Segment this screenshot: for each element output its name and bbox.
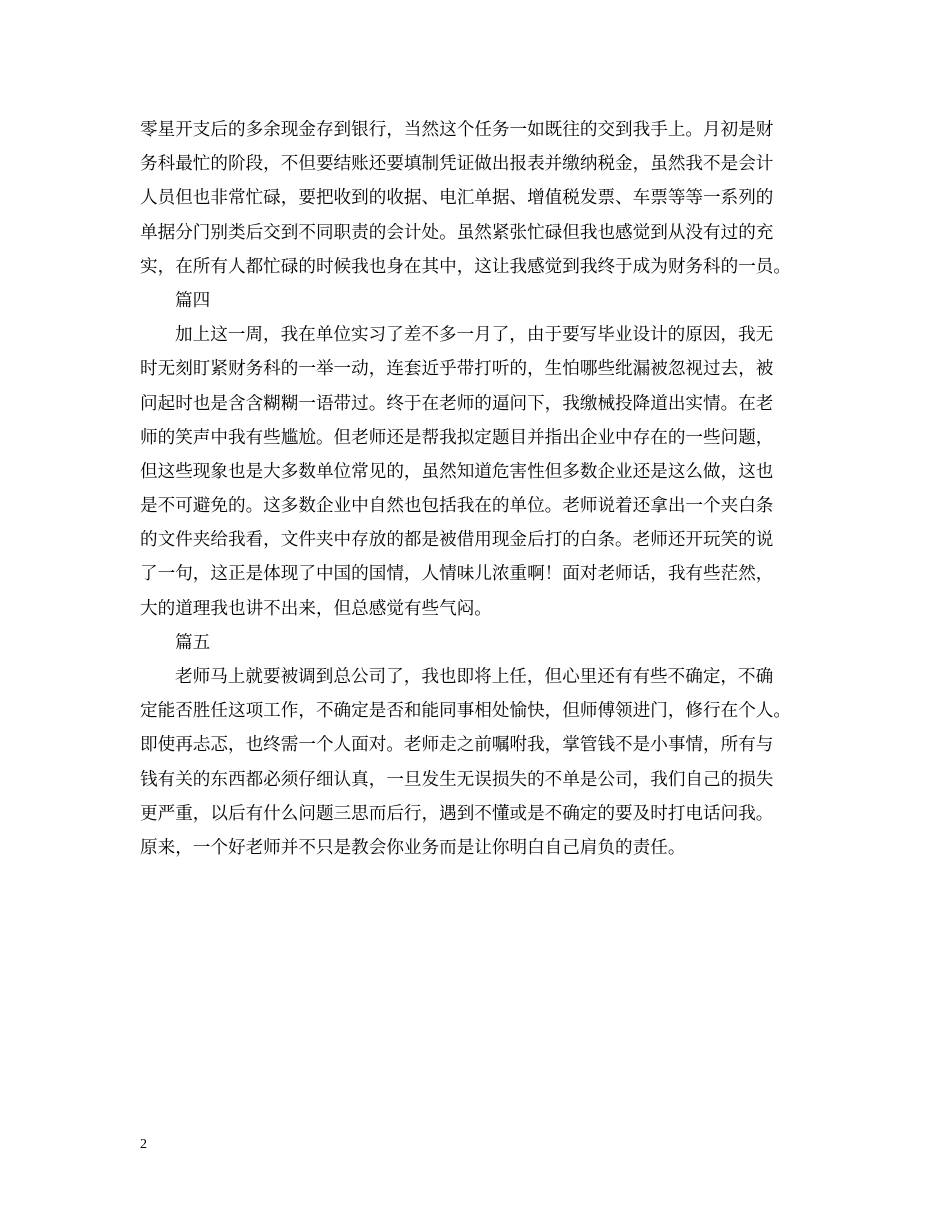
text-line-13: 的文件夹给我看，文件夹中存放的都是被借用现金后打的白条。老师还开玩笑的说 [140,530,774,551]
text-line-1: 零星开支后的多余现金存到银行，当然这个任务一如既往的交到我手上。月初是财 [140,120,774,140]
text-line-17: 老师马上就要被调到总公司了，我也即将上任，但心里还有有些不确定，不确 [175,667,774,687]
text-line-15: 大的道理我也讲不出来，但总感觉有些气闷。 [140,598,492,619]
text-line-4: 单据分门别类后交到不同职责的会计处。虽然紧张忙碌但我也感觉到从没有过的充 [140,222,774,243]
text-line-19: 即使再忐忑，也终需一个人面对。老师走之前嘱咐我，掌管钱不是小事情，所有与 [140,735,774,756]
text-line-21: 更严重，以后有什么问题三思而后行，遇到不懂或是不确定的要及时打电话问我。 [140,803,774,824]
text-line-10: 师的笑声中我有些尴尬。但老师还是帮我拟定题目并指出企业中存在的一些问题， [140,427,774,448]
text-line-14: 了一句，这正是体现了中国的国情，人情味儿浓重啊！面对老师话，我有些茫然， [140,564,774,585]
text-line-12: 是不可避免的。这多数企业中自然也包括我在的单位。老师说着还拿出一个夹白条 [140,496,774,517]
document-body [140,113,840,865]
text-line-5: 实，在所有人都忙碌的时候我也身在其中，这让我感觉到我终于成为财务科的一员。 [140,256,791,277]
text-line-2: 务科最忙的阶段，不但要结账还要填制凭证做出报表并缴纳税金，虽然我不是会计 [140,154,774,175]
text-line-7: 加上这一周，我在单位实习了差不多一月了，由于要写毕业设计的原因，我无 [175,325,774,346]
page-number: 2 [140,1137,147,1152]
text-line-8: 时无刻盯紧财务科的一举一动，连套近乎带打听的，生怕哪些纰漏被忽视过去，被 [140,359,774,380]
section-heading-4: 篇四 [175,290,211,311]
text-line-3: 人员但也非常忙碌，要把收到的收据、电汇单据、增值税发票、车票等等一系列的 [140,188,774,209]
text-line-9: 问起时也是含含糊糊一语带过。终于在老师的逼问下，我缴械投降道出实情。在老 [140,393,774,414]
text-line-20: 钱有关的东西都必须仔细认真，一旦发生无误损失的不单是公司，我们自己的损失 [140,769,774,790]
section-heading-5: 篇五 [175,632,211,653]
text-line-18: 定能否胜任这项工作，不确定是否和能同事相处愉快，但师傅领进门，修行在个人。 [140,701,791,722]
text-line-22: 原来，一个好老师并不只是教会你业务而是让你明白自己肩负的责任。 [140,837,686,858]
text-line-11: 但这些现象也是大多数单位常见的，虽然知道危害性但多数企业还是这么做，这也 [140,461,774,482]
